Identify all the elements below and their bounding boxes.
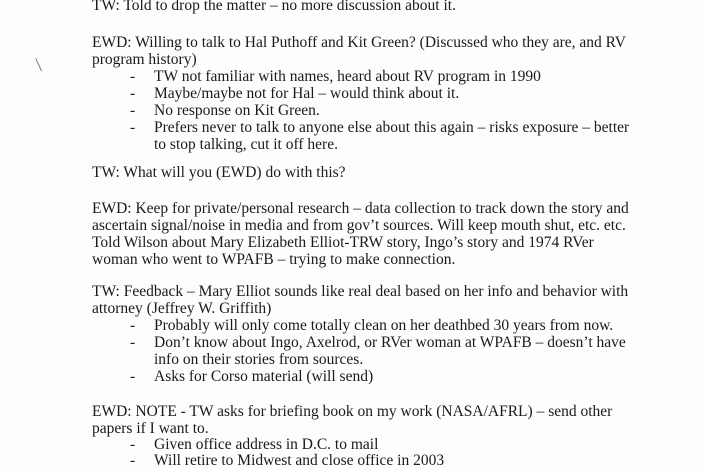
bullet-dash: - — [130, 452, 136, 469]
bullet-dash: - — [130, 85, 136, 102]
text-line: Told Wilson about Mary Elizabeth Elliot-TRW story, Ingo’s story and 1974 RVer — [92, 234, 594, 251]
text-line: TW: Told to drop the matter – no more discussion about it. — [92, 0, 456, 14]
bullet-dash: - — [130, 436, 136, 453]
bullet-item: Given office address in D.C. to mail — [154, 436, 379, 453]
text-line: program history) — [92, 51, 197, 68]
bullet-item: TW not familiar with names, heard about RV program in 1990 — [154, 68, 541, 85]
text-line: EWD: Willing to talk to Hal Puthoff and Kit Green? (Discussed who they are, and RV — [92, 34, 626, 51]
text-line: EWD: Keep for private/personal research – data collection to track down the story and — [92, 200, 629, 217]
bullet-item-continued: info on their stories from sources. — [154, 351, 364, 368]
text-line: EWD: NOTE - TW asks for briefing book on my work (NASA/AFRL) – send other — [92, 403, 613, 420]
margin-pen-mark — [35, 57, 45, 71]
bullet-item: Asks for Corso material (will send) — [154, 368, 374, 385]
text-line: papers if I want to. — [92, 420, 209, 437]
bullet-dash: - — [130, 68, 136, 85]
bullet-item: No response on Kit Green. — [154, 102, 320, 119]
text-line: TW: What will you (EWD) do with this? — [92, 164, 346, 181]
bullet-item: Prefers never to talk to anyone else about this again – risks exposure – better — [154, 119, 630, 136]
text-line: ascertain signal/noise in media and from gov’t sources. Will keep mouth shut, etc. etc. — [92, 217, 626, 234]
bullet-dash: - — [130, 368, 136, 385]
text-line: TW: Feedback – Mary Elliot sounds like real deal based on her info and behavior with — [92, 283, 629, 300]
bullet-dash: - — [130, 119, 136, 136]
bullet-dash: - — [130, 102, 136, 119]
bullet-item: Don’t know about Ingo, Axelrod, or RVer woman at WPAFB – doesn’t have — [154, 334, 626, 351]
text-line: woman who went to WPAFB – trying to make connection. — [92, 251, 456, 268]
bullet-item-continued: to stop talking, cut it off here. — [154, 136, 338, 153]
bullet-dash: - — [130, 317, 136, 334]
bullet-dash: - — [130, 334, 136, 351]
bullet-item: Will retire to Midwest and close office in 2003 — [154, 452, 445, 469]
bullet-item: Maybe/maybe not for Hal – would think about it. — [154, 85, 460, 102]
text-line: attorney (Jeffrey W. Griffith) — [92, 300, 272, 317]
bullet-item: Probably will only come totally clean on her deathbed 30 years from now. — [154, 317, 614, 334]
